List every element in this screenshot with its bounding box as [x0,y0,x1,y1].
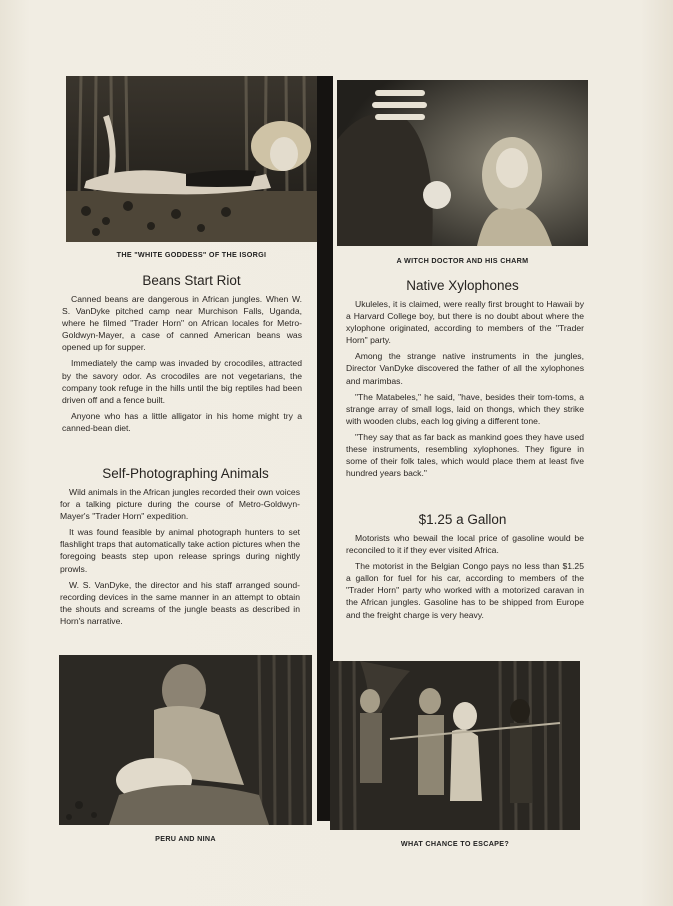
article-xylophones [346,298,584,483]
paragraph: Canned beans are dangerous in African jungles. When W. S. VanDyke pitched camp near Murchison Falls, Uganda, where he filmed "Trader Horn" on African locales for Metro-Goldwyn-Mayer, a case of canned American beans was opened up for supper. [62,294,302,353]
caption-witch-doctor: A WITCH DOCTOR AND HIS CHARM [396,256,529,265]
caption-peru-and-nina: PERU AND NINA [155,834,216,843]
caption-what-chance-to-escape: WHAT CHANCE TO ESCAPE? [400,839,510,848]
paragraph: Anyone who has a little alligator in his home might try a canned-bean diet. [62,410,302,433]
article-gallon [346,532,584,625]
heading-native-xylophones: Native Xylophones [406,278,519,293]
paragraph: Ukuleles, it is claimed, were really first brought to Hawaii by a Harvard College boy, but there is no doubt about where the xylophone originated, according to members of the "Trader Horn" party. [346,299,584,346]
caption-white-goddess: THE "WHITE GODDESS" OF THE ISORGI [116,250,267,259]
paragraph: "They say that as far back as mankind goes they have used these instruments, resembling xylophones. They figure in some of their folk tales, which would place them at least five hundred years back." [346,431,584,479]
article-beans [62,293,302,438]
paragraph: "The Matabeles," he said, "have, besides their tom-toms, a strange array of small logs, laid on thongs, which they strike with wooden clubs, each log giving a different tone. [346,391,584,426]
heading-beans-start-riot: Beans Start Riot [142,273,241,288]
article-animals [60,486,300,631]
photo-peru-and-nina [59,655,312,825]
paragraph: Immediately the camp was invaded by crocodiles, attracted by the savory odor. As crocodiles are not vegetarians, the company took refuge in the hills until the big reptiles had been driven off and a fence built. [62,358,302,405]
heading-gallon: $1.25 a Gallon [418,512,507,527]
paragraph: It was found feasible by animal photograph hunters to set flashlight traps that automatically take action pictures when the foregoing beasts step upon release springs during nightly prowls. [60,527,300,574]
photo-witch-doctor [337,80,588,246]
paragraph: Motorists who bewail the local price of gasoline would be reconciled to it if they ever visited Africa. [346,533,584,556]
paragraph: The motorist in the Belgian Congo pays no less than $1.25 a gallon for fuel for his car, according to members of the "Trader Horn" party who worked with a motorized caravan in the African jungles. Gasoline has to be shipped from Europe and the freight charge is very heavy. [346,561,584,620]
paragraph: Wild animals in the African jungles recorded their own voices for a talking picture during the course of Metro-Goldwyn-Mayer's "Trader Horn" expedition. [60,487,300,522]
heading-self-photographing-animals: Self-Photographing Animals [102,466,269,481]
paragraph: W. S. VanDyke, the director and his staff arranged sound-recording devices in the same manner in an attempt to obtain the shouts and screams of the jungle beasts as described in Horn's narrative. [60,579,300,626]
paragraph: Among the strange native instruments in the jungles, Director VanDyke discovered the father of all the xylophones and marimbas. [346,351,584,386]
photo-white-goddess [66,76,317,242]
photo-what-chance-to-escape [330,661,580,830]
